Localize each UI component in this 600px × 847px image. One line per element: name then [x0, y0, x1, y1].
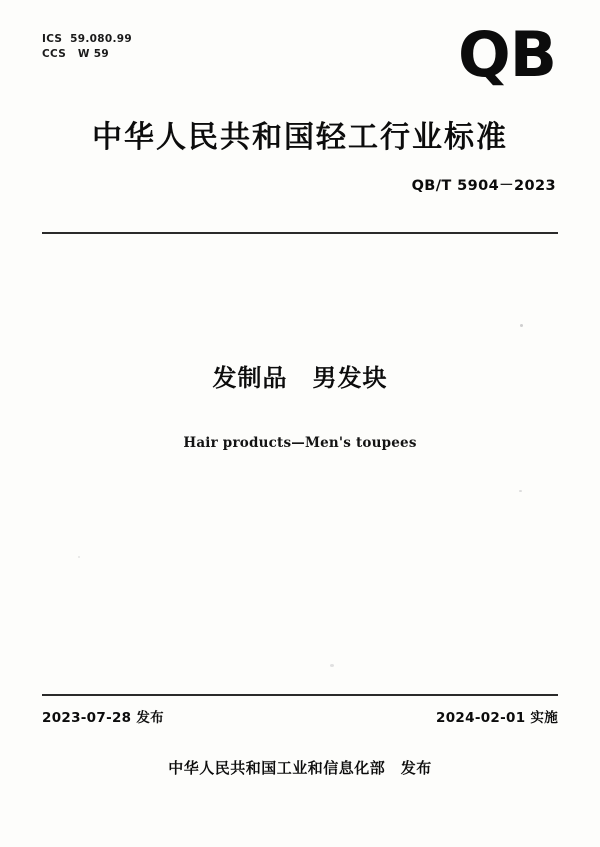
scan-speck: [520, 324, 523, 327]
subject-title-chinese: 发制品 男发块: [212, 364, 388, 392]
ics-classification-block: [42, 32, 132, 62]
scan-speck: [330, 664, 334, 667]
divider-bottom: [42, 694, 558, 696]
subject-title-english: Hair products—Men's toupees: [183, 435, 417, 451]
ics-code: ICS 59.080.99: [42, 33, 132, 45]
issue-date: 2023-07-28 发布: [42, 710, 164, 726]
scan-speck: [519, 490, 522, 492]
publisher-line: 中华人民共和国工业和信息化部 发布: [168, 759, 432, 777]
scan-speck: [78, 556, 80, 558]
ccs-code: CCS W 59: [42, 48, 109, 60]
standard-number: QB/T 5904－2023: [411, 178, 556, 194]
effective-date: 2024-02-01 实施: [436, 710, 558, 726]
divider-top: [42, 232, 558, 234]
standard-title: 中华人民共和国轻工行业标准: [92, 120, 508, 155]
qb-logo: QB: [458, 18, 556, 91]
